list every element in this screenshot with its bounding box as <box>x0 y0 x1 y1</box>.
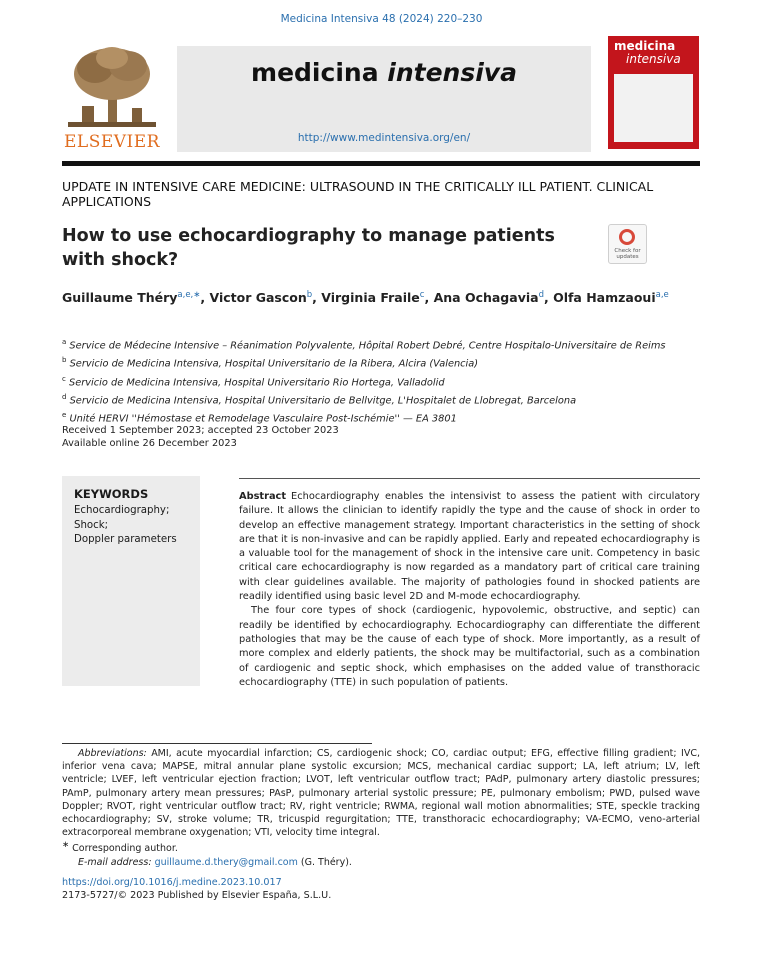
affiliations <box>62 335 712 426</box>
check-for-updates-button[interactable] <box>608 224 647 264</box>
affiliation-label: d <box>62 392 67 401</box>
journal-reference[interactable]: Medicina Intensiva 48 (2024) 220–230 <box>280 13 483 25</box>
journal-url-link[interactable]: http://www.medintensiva.org/en/ <box>297 132 471 144</box>
author-name[interactable]: Ana Ochagavia <box>433 290 539 306</box>
article-dates <box>62 424 339 450</box>
keywords-box <box>62 476 200 686</box>
author-affiliation-mark[interactable]: a,e,∗ <box>177 290 201 300</box>
affiliation-text: Servicio de Medicina Intensiva, Hospital Universitario Rio Hortega, Valladolid <box>68 376 445 388</box>
journal-header-band <box>177 46 591 152</box>
keyword-item: Doppler parameters <box>74 534 177 545</box>
article-title: How to use echocardiography to manage patients with shock? <box>62 226 555 270</box>
abbreviations-footnote <box>62 747 700 839</box>
email-link[interactable]: guillaume.d.thery@gmail.com <box>154 856 298 868</box>
abbreviations-label: Abbreviations: <box>78 748 147 759</box>
abstract <box>239 490 700 690</box>
abstract-paragraph: The four core types of shock (cardiogenic, hypovolemic, obstructive, and septic) can readily be identified by echocardiography. Echocardiography can differentiate the different pathologies that may be the cause of each type of shock. More importantly, as a result of more complex and elderly patients, the shock may be multifactorial, such as a combination of cardiogenic and septic shock, which emphasises on the added value of transthoracic echocardiography (TTE) in such population of patients. <box>239 605 700 688</box>
author-affiliation-mark[interactable]: d <box>538 290 544 300</box>
available-online-date: Available online 26 December 2023 <box>62 438 237 449</box>
abstract-label: Abstract <box>239 491 287 502</box>
cover-title-line1: medicina <box>614 39 676 53</box>
author-list: Guillaume Théry$^{a,e,∗}$, Victor Gascon$^b$, Virginia Fraile$^c$, Ana Ochagavia$^d$, Olfa Hamzaoui$^{a,e}$ <box>62 290 669 306</box>
affiliation-label: a <box>62 338 67 346</box>
abstract-paragraph-1-text: Echocardiography enables the intensivist to assess the patient with circulatory failure. It allows the clinician to identify rapidly the type and the cause of shock in order to develop an effective management strategy. Important characteristics in the setting of shock are that it is non-invasive and can be rapidly applied. Early and repeated echocardiography is a valuable tool for the management of shock in the intensive care unit. Competency in basic critical care echocardiography is now regarded as a mandatory part of critical care training with clear guidelines available. The majority of pathologies found in shocked patients are readily identified using basic level 2D and M-mode echocardiography. <box>239 491 700 603</box>
check-updates-label: Check for updates <box>614 248 641 260</box>
author-name[interactable]: Olfa Hamzaoui <box>553 290 656 306</box>
header-divider <box>62 161 700 166</box>
keyword-item: Echocardiography; <box>74 505 170 516</box>
affiliation-text: Unité HERVI ''Hémostase et Remodelage Vasculaire Post-Ischémie'' — EA 3801 <box>69 413 457 425</box>
received-date: Received 1 September 2023; accepted 23 October 2023 <box>62 425 339 436</box>
affiliation-line <box>62 353 712 371</box>
footnotes <box>62 747 700 869</box>
author-affiliation-mark[interactable]: a,e <box>655 290 669 300</box>
cover-contents-panel <box>614 74 693 142</box>
affiliation-text: Service de Médecine Intensive – Réanimation Polyvalente, Hôpital Robert Debré, Centre Hospitalo-Universitaire de Reims <box>69 340 666 352</box>
abstract-paragraph <box>239 490 700 604</box>
tree-icon <box>62 44 162 134</box>
affiliation-line <box>62 372 712 390</box>
affiliation-text: Servicio de Medicina Intensiva, Hospital Universitario de la Ribera, Alcira (Valencia) <box>69 358 479 370</box>
affiliation-line <box>62 390 712 408</box>
email-suffix: (G. Théry). <box>300 856 352 868</box>
abbreviations-text: AMI, acute myocardial infarction; CS, cardiogenic shock; CO, cardiac output; EFG, effective filling gradient; IVC, inferior vena cava; MAPSE, mitral annular plane systolic excursion; MCS, mechanical cardiac support; LA, left atrium; LV, left ventricle; LVEF, left ventricular ejection fraction; LVOT, left ventricular outflow tract; PAdP, pulmonary artery diastolic pressures; PAmP, pulmonary artery mean pressures; PAsP, pulmonary arterial systolic pressure; PE, pulmonary embolism; PWD, pulsed wave Doppler; RVOT, right ventricular outflow tract; RV, right ventricle; RWMA, regional wall motion abnormalities; STE, speckle tracking echocardiography; SV, stroke volume; TR, tricuspid regurgitation; TTE, transthoracic echocardiography; VA-ECMO, veno-arterial extracorporeal membrane oxygenation; VTI, velocity time integral. <box>62 748 700 839</box>
journal-name-part2: intensiva <box>387 58 517 87</box>
corresponding-author-note <box>62 839 700 855</box>
affiliation-label: e <box>62 411 67 420</box>
affiliation-text: Servicio de Medicina Intensiva, Hospital Universitario de Bellvitge, L'Hospitalet de Llobregat, Barcelona <box>69 395 577 407</box>
cover-title-line2: intensiva <box>626 52 681 66</box>
keywords-title: KEYWORDS <box>74 487 149 501</box>
abstract-divider <box>239 478 700 479</box>
journal-cover-thumbnail <box>608 36 699 149</box>
keyword-item: Shock; <box>74 519 109 531</box>
publisher-wordmark: ELSEVIER <box>64 132 160 152</box>
affiliation-line <box>62 335 712 353</box>
journal-name <box>177 58 591 87</box>
affiliation-label: b <box>62 356 67 365</box>
keywords-list <box>74 504 177 548</box>
email-label: E-mail address: <box>78 856 152 868</box>
check-updates-icon <box>619 229 635 245</box>
footnote-divider <box>62 743 372 744</box>
author-name[interactable]: Virginia Fraile <box>321 290 420 306</box>
author-affiliation-mark[interactable]: c <box>419 290 425 300</box>
journal-name-part1: medicina <box>251 58 379 87</box>
copyright-notice: 2173-5727/© 2023 Published by Elsevier España, S.L.U. <box>62 890 332 901</box>
author-affiliation-mark[interactable]: b <box>306 290 313 300</box>
corresponding-mark: ∗ <box>62 840 70 851</box>
section-heading: UPDATE IN INTENSIVE CARE MEDICINE: ULTRASOUND IN THE CRITICALLY ILL PATIENT. CLINICAL APPLICATIONS <box>62 179 654 209</box>
author-name[interactable]: Victor Gascon <box>209 290 307 306</box>
elsevier-logo <box>62 44 162 156</box>
author-name[interactable]: Guillaume Théry <box>62 290 178 306</box>
corresponding-author-text: Corresponding author. <box>72 843 178 855</box>
affiliation-label: c <box>62 374 66 383</box>
email-note <box>78 856 700 869</box>
doi-link[interactable]: https://doi.org/10.1016/j.medine.2023.10.017 <box>62 877 282 888</box>
